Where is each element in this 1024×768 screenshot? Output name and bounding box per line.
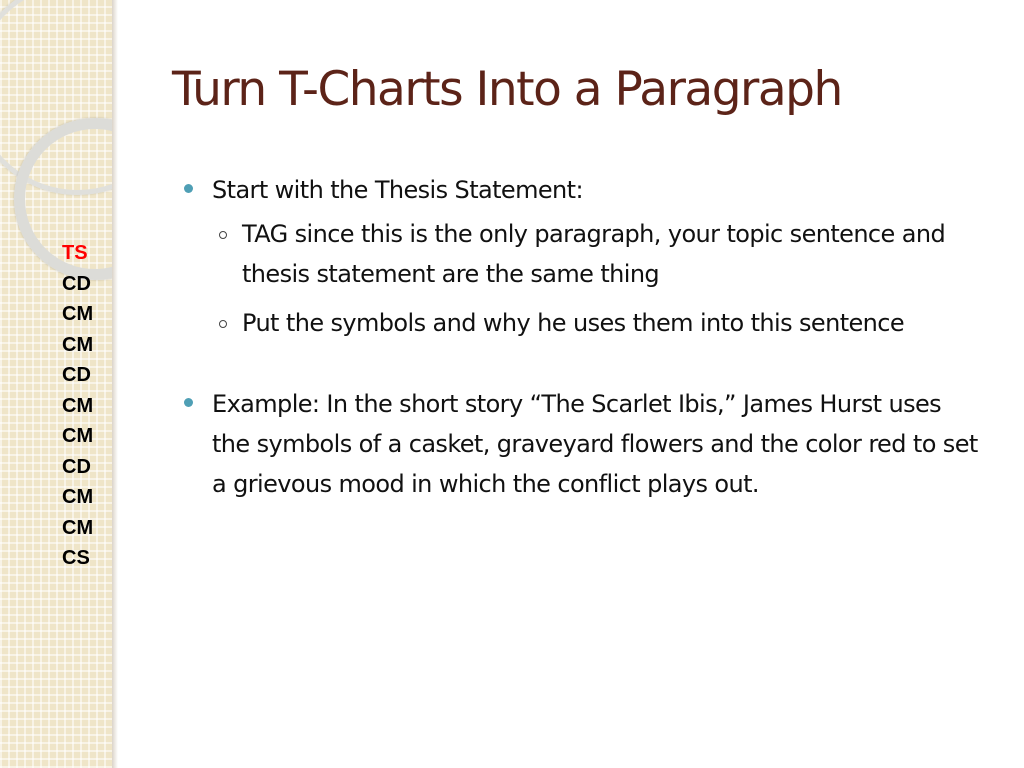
bullet-item (182, 384, 982, 504)
sidebar-shadow (112, 0, 118, 768)
bullet-item (182, 170, 982, 210)
bullet-text: Example: In the short story “The Scarlet Ibis,” James Hurst uses the symbols of a casket, graveyard flowers and the color red to set a grievous mood in which the conflict plays out. (212, 390, 978, 498)
sub-bullet-text: Put the symbols and why he uses them into this sentence (242, 309, 905, 337)
sub-bullet-text: TAG since this is the only paragraph, your topic sentence and thesis statement are the same thing (242, 220, 946, 288)
spacer (182, 352, 982, 384)
paragraph-code-list (62, 238, 93, 574)
bullet-dot-icon (184, 184, 193, 193)
sub-bullet-item (182, 214, 982, 294)
sub-bullet-list (182, 214, 982, 343)
slide-content (182, 170, 982, 504)
code-item: CM (62, 303, 94, 325)
code-item: CM (62, 333, 94, 356)
code-ts: TS (62, 242, 88, 264)
code-cs: CS (62, 547, 90, 569)
sub-bullet-item (182, 303, 982, 343)
code-item: CD (62, 455, 91, 478)
code-item: CM (62, 394, 94, 417)
slide-title: Turn T-Charts Into a Paragraph (172, 62, 842, 117)
hollow-circle-bullet-icon (219, 320, 227, 328)
code-item: CM (62, 425, 94, 447)
code-item: CD (62, 272, 91, 295)
decorative-sidebar (0, 0, 112, 768)
bullet-dot-icon (184, 398, 193, 407)
code-item: CM (62, 516, 94, 539)
hollow-circle-bullet-icon (219, 231, 227, 239)
bullet-text: Start with the Thesis Statement: (212, 176, 583, 204)
code-item: CD (62, 364, 91, 386)
code-item: CM (62, 486, 94, 508)
